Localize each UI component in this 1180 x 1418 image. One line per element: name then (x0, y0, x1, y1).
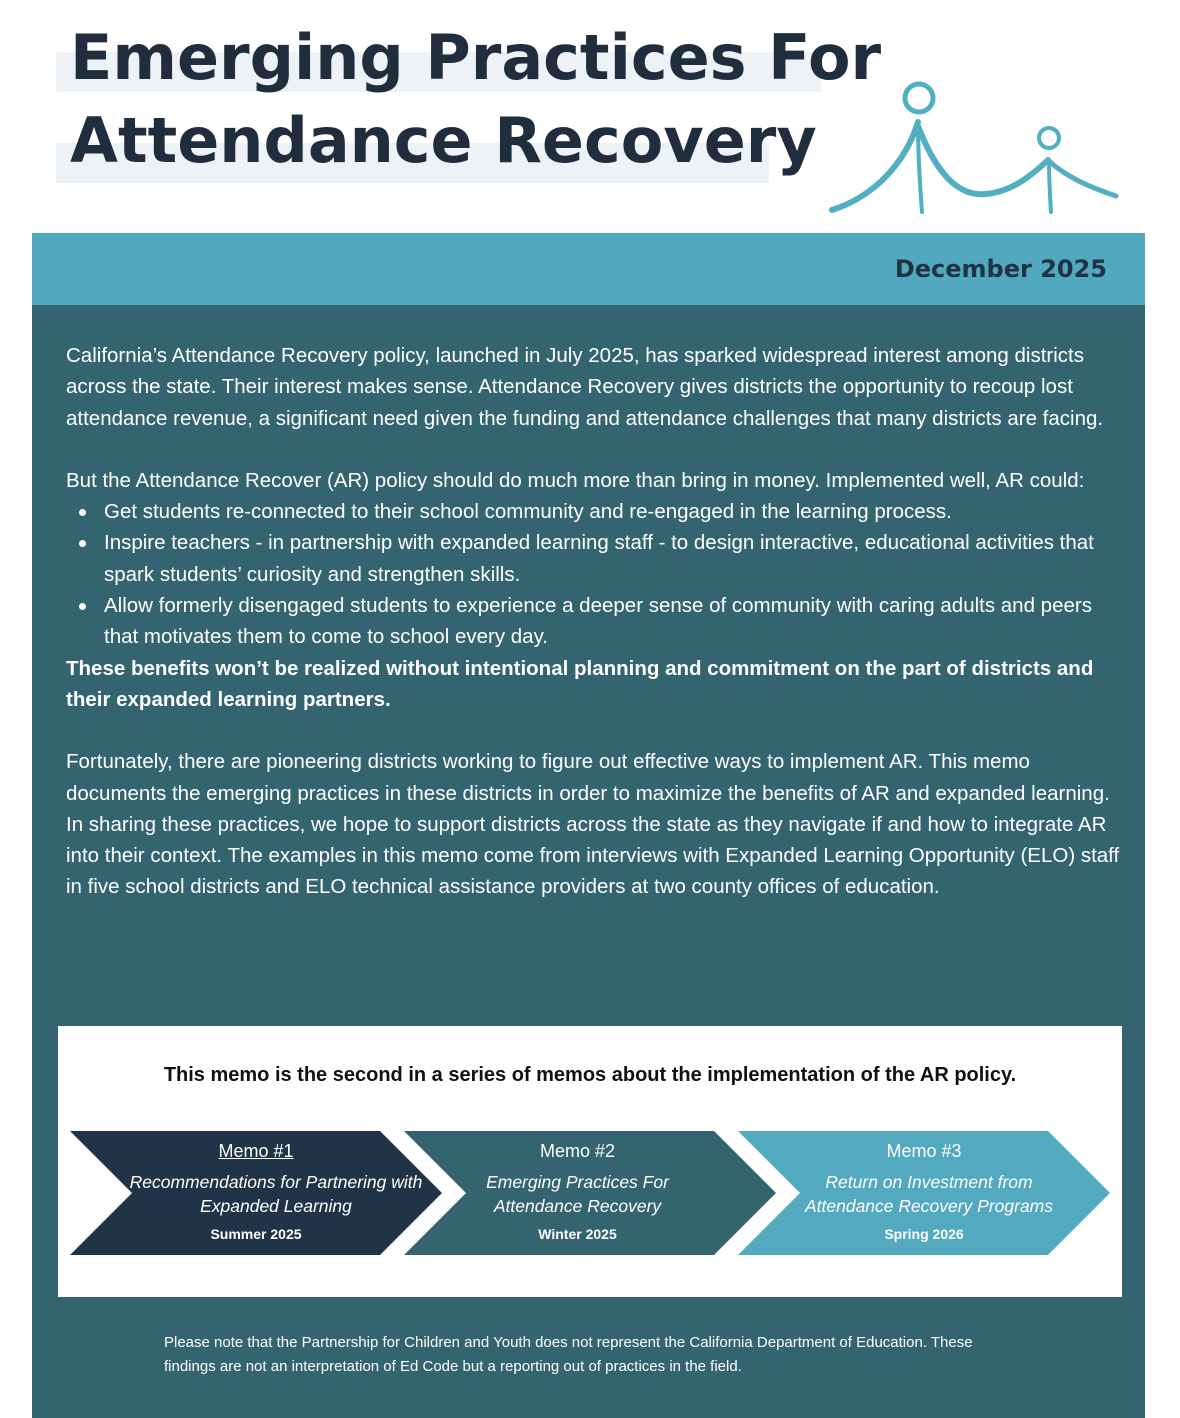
key-statement: These benefits won’t be realized without intentional planning and commitment on the part of districts and their expanded learning partners. (66, 656, 1094, 711)
two-figures-holding-hands-logo (826, 76, 1126, 221)
memo-3-chevron (738, 1131, 1110, 1255)
list-item: Get students re-connected to their school community and re-engaged in the learning process. (66, 496, 1126, 527)
memo-2-chevron (404, 1131, 776, 1255)
series-title: This memo is the second in a series of memos about the implementation of the AR policy. (163, 1064, 1017, 1086)
intro-paragraph-2: But the Attendance Recover (AR) policy should do much more than bring in money. Implemented well, AR could: (66, 468, 1085, 492)
list-item: Inspire teachers - in partnership with expanded learning staff - to design interactive, educational activities that spark students’ curiosity and strengthen skills. (66, 527, 1126, 590)
memo-2-label: Memo #2 (539, 1141, 616, 1161)
list-item: Allow formerly disengaged students to experience a deeper sense of community with caring adults and peers that motivates them to come to school every day. (66, 590, 1126, 653)
memo-3-title: Return on Investment from Attendance Recovery Programs (804, 1172, 1054, 1216)
disclaimer-note: Please note that the Partnership for Children and Youth does not represent the California Department of Education. These findings are not an interpretation of Ed Code but a reporting out of practices in the field. (164, 1334, 973, 1375)
memo-1-title: Recommendations for Partnering with Expanded Learning (129, 1172, 423, 1216)
main-panel (32, 305, 1145, 1418)
intro-text (66, 340, 1126, 934)
memo-2-season: Winter 2025 (538, 1226, 617, 1242)
memo-2-title: Emerging Practices For Attendance Recovery (486, 1172, 669, 1216)
memo-1-season: Summer 2025 (210, 1226, 302, 1242)
page-title-line2: Attendance Recovery (70, 104, 817, 177)
memo-3-season: Spring 2026 (884, 1226, 964, 1242)
memo-1-chevron (70, 1131, 442, 1255)
publication-date: December 2025 (894, 255, 1107, 283)
memo-3-label: Memo #3 (886, 1141, 962, 1161)
memo-series-box (58, 1026, 1122, 1297)
benefits-list (66, 496, 1126, 652)
date-band (32, 233, 1145, 305)
intro-paragraph-3: Fortunately, there are pioneering districts working to figure out effective ways to implement AR. This memo documents the emerging practices in these districts in order to maximize the benefits of AR and expanded learning. In sharing these practices, we hope to support districts across the state as they navigate if and how to integrate AR into their context. The examples in this memo come from interviews with Expanded Learning Opportunity (ELO) staff in five school districts and ELO technical assistance providers at two county offices of education. (66, 750, 1120, 899)
memo-1-link[interactable]: Memo #1 (218, 1141, 294, 1161)
page-title-line1: Emerging Practices For (70, 21, 882, 94)
intro-paragraph-1: California’s Attendance Recovery policy, launched in July 2025, has sparked widespread interest among districts across the state. Their interest makes sense. Attendance Recovery gives districts the opportunity to recoup lost attendance revenue, a significant need given the funding and attendance challenges that many districts are facing. (66, 344, 1104, 430)
